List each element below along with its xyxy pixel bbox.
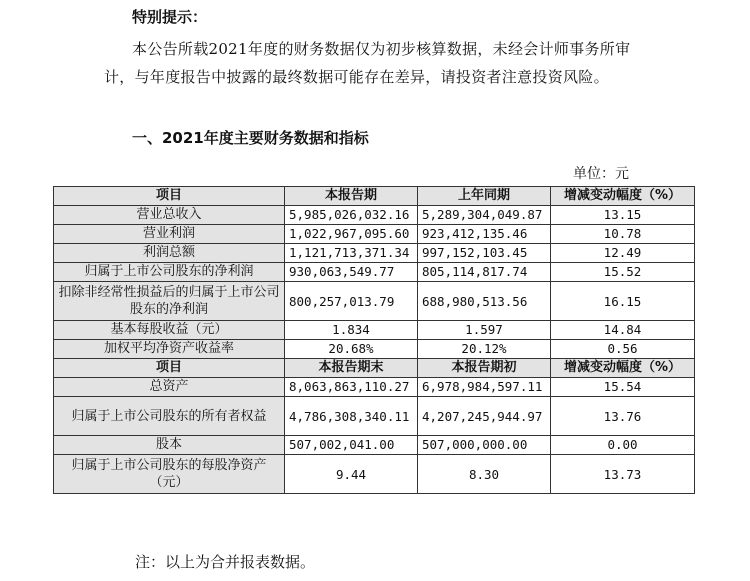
header-period-end: 本报告期末 (285, 359, 418, 378)
cell-period-start: 507,000,000.00 (418, 436, 551, 455)
cell-prior: 997,152,103.45 (418, 244, 551, 263)
cell-prior: 688,980,513.56 (418, 282, 551, 321)
table-row (54, 455, 695, 494)
row-label: 扣除非经常性损益后的归属于上市公司股东的净利润 (54, 282, 285, 321)
row-label: 营业利润 (54, 225, 285, 244)
cell-current: 1,121,713,371.34 (285, 244, 418, 263)
cell-current: 1.834 (285, 321, 418, 340)
row-label: 股本 (54, 436, 285, 455)
table-row (54, 206, 695, 225)
row-label: 归属于上市公司股东的每股净资产（元） (54, 455, 285, 494)
cell-period-start: 8.30 (418, 455, 551, 494)
unit-label: 单位：元 (573, 166, 629, 182)
cell-period-end: 9.44 (285, 455, 418, 494)
table-row (54, 263, 695, 282)
table-row (54, 282, 695, 321)
footnote: 注：以上为合并报表数据。 (135, 553, 316, 571)
cell-period-end: 507,002,041.00 (285, 436, 418, 455)
cell-current: 930,063,549.77 (285, 263, 418, 282)
table-row (54, 378, 695, 397)
cell-prior: 923,412,135.46 (418, 225, 551, 244)
notice-title: 特别提示： (132, 8, 208, 26)
header-period-start: 本报告期初 (418, 359, 551, 378)
header-prior-period: 上年同期 (418, 187, 551, 206)
table-header-row (54, 187, 695, 206)
header-change-pct: 增减变动幅度（%） (551, 359, 695, 378)
row-label: 归属于上市公司股东的所有者权益 (54, 397, 285, 436)
row-label: 总资产 (54, 378, 285, 397)
table-row (54, 225, 695, 244)
cell-period-end: 8,063,863,110.27 (285, 378, 418, 397)
table-row (54, 244, 695, 263)
header-current-period: 本报告期 (285, 187, 418, 206)
cell-change: 13.15 (551, 206, 695, 225)
header-item: 项目 (54, 359, 285, 378)
row-label: 加权平均净资产收益率 (54, 340, 285, 359)
cell-prior: 805,114,817.74 (418, 263, 551, 282)
cell-prior: 1.597 (418, 321, 551, 340)
row-label: 归属于上市公司股东的净利润 (54, 263, 285, 282)
row-label: 基本每股收益（元） (54, 321, 285, 340)
cell-current: 800,257,013.79 (285, 282, 418, 321)
cell-prior: 20.12% (418, 340, 551, 359)
cell-current: 5,985,026,032.16 (285, 206, 418, 225)
table-header-row (54, 359, 695, 378)
notice-line-2: 计，与年度报告中披露的最终数据可能存在差异，请投资者注意投资风险。 (104, 68, 609, 86)
cell-current: 1,022,967,095.60 (285, 225, 418, 244)
cell-change: 13.76 (551, 397, 695, 436)
cell-change: 0.00 (551, 436, 695, 455)
cell-period-start: 4,207,245,944.97 (418, 397, 551, 436)
table-row (54, 436, 695, 455)
cell-current: 20.68% (285, 340, 418, 359)
table-row (54, 340, 695, 359)
financial-data-table (53, 186, 695, 494)
section-title: 一、2021年度主要财务数据和指标 (132, 129, 369, 147)
header-change-pct: 增减变动幅度（%） (551, 187, 695, 206)
cell-change: 15.54 (551, 378, 695, 397)
cell-change: 14.84 (551, 321, 695, 340)
cell-prior: 5,289,304,049.87 (418, 206, 551, 225)
cell-change: 15.52 (551, 263, 695, 282)
table-row (54, 397, 695, 436)
cell-change: 10.78 (551, 225, 695, 244)
row-label: 营业总收入 (54, 206, 285, 225)
cell-period-start: 6,978,984,597.11 (418, 378, 551, 397)
cell-change: 0.56 (551, 340, 695, 359)
notice-line-1: 本公告所载2021年度的财务数据仅为初步核算数据，未经会计师事务所审 (132, 40, 631, 58)
cell-change: 16.15 (551, 282, 695, 321)
header-item: 项目 (54, 187, 285, 206)
cell-change: 13.73 (551, 455, 695, 494)
row-label: 利润总额 (54, 244, 285, 263)
cell-period-end: 4,786,308,340.11 (285, 397, 418, 436)
table-row (54, 321, 695, 340)
cell-change: 12.49 (551, 244, 695, 263)
